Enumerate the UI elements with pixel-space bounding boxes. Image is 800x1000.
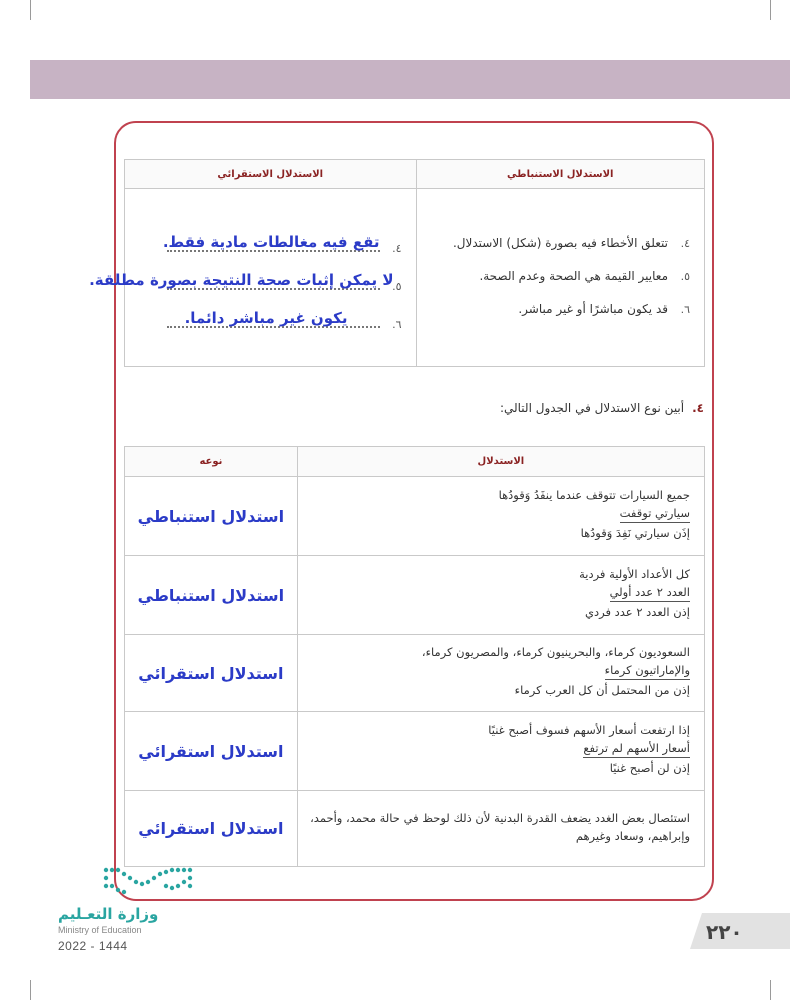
header-argument: الاستدلال: [297, 447, 704, 477]
deductive-item: ٦. قد يكون مباشرًا أو غير مباشر.: [518, 302, 690, 316]
header-inductive: الاستدلال الاستقرائي: [125, 160, 417, 189]
answer-cell[interactable]: استدلال استقرائي: [125, 635, 298, 712]
answer-cell[interactable]: استدلال استنباطي: [125, 477, 298, 556]
page-number: ٢٢٠: [706, 920, 743, 944]
crop-mark: [30, 0, 31, 20]
question: [480, 401, 704, 415]
comparison-table: [89, 159, 705, 367]
ministry-name-ar: وزارة التعـليم: [58, 905, 159, 923]
crop-mark: [770, 980, 771, 1000]
deductive-item-text: معايير القيمة هي الصحة وعدم الصحة.: [479, 269, 668, 283]
deductive-cell: [416, 189, 705, 367]
answer-line[interactable]: [162, 233, 380, 252]
ministry-name-en: Ministry of Education: [58, 925, 142, 935]
argument-cell: استئصال بعض الغدد يضعف القدرة البدنية لأن ذلك لوحظ في حالة محمد، وأحمد، وإبراهيم، وسعاد وغيرهم: [297, 791, 704, 867]
ministry-logo-icon: [100, 862, 195, 902]
argument-cell: كل الأعداد الأولية فردية العدد ٢ عدد أولي إذن العدد ٢ عدد فردي: [297, 556, 704, 635]
inductive-item: ٥. لا يمكن إثبات صحة النتيجة بصورة مطلقة.: [89, 271, 402, 293]
answer-cell[interactable]: استدلال استقرائي: [125, 712, 298, 791]
handwritten-answer: تقع فيه مغالطات مادية فقط.: [162, 233, 380, 251]
handwritten-answer: لا يمكن إثبات صحة النتيجة بصورة مطلقة.: [89, 271, 394, 289]
crop-mark: [30, 980, 31, 1000]
header-type: نوعه: [125, 447, 298, 477]
classification-table: [124, 446, 705, 867]
question-number: ٤.: [692, 401, 704, 415]
deductive-item-text: تتعلق الأخطاء فيه بصورة (شكل) الاستدلال.: [452, 236, 668, 250]
deductive-item-text: قد يكون مباشرًا أو غير مباشر.: [518, 302, 668, 316]
answer-cell[interactable]: استدلال استقرائي: [125, 791, 298, 867]
deductive-item: ٤. تتعلق الأخطاء فيه بصورة (شكل) الاستدلال.: [452, 236, 690, 250]
header-deductive: الاستدلال الاستنباطي: [416, 160, 705, 189]
handwritten-answer: يكون غير مباشر دائما.: [184, 309, 348, 327]
answer-cell[interactable]: استدلال استنباطي: [125, 556, 298, 635]
argument-cell: جميع السيارات تتوقف عندما ينفَدُ وَقودُها سيارتي توقفت إذَن سيارتي نَفِدَ وَقودُها: [297, 477, 704, 556]
crop-mark: [770, 0, 771, 20]
header-banner: [30, 60, 790, 99]
inductive-item: ٤. تقع فيه مغالطات مادية فقط.: [162, 233, 402, 255]
inductive-item: ٦. يكون غير مباشر دائما.: [125, 312, 402, 331]
inductive-cell: [89, 189, 417, 367]
deductive-item: ٥. معايير القيمة هي الصحة وعدم الصحة.: [479, 269, 690, 283]
question-text: أبين نوع الاستدلال في الجدول التالي:: [499, 401, 685, 415]
argument-cell: إذا ارتفعت أسعار الأسهم فسوف أصبح غنيًا أسعار الأسهم لم ترتفع إذن لن أصبح غنيًا: [297, 712, 704, 791]
argument-cell: السعوديون كرماء، والبحرينيون كرماء، والمصريون كرماء، والإماراتيون كرماء إذن من المحتمل أن كل العرب كرماء: [297, 635, 704, 712]
academic-year: 2022 - 1444: [58, 939, 128, 953]
answer-line[interactable]: [167, 309, 380, 328]
